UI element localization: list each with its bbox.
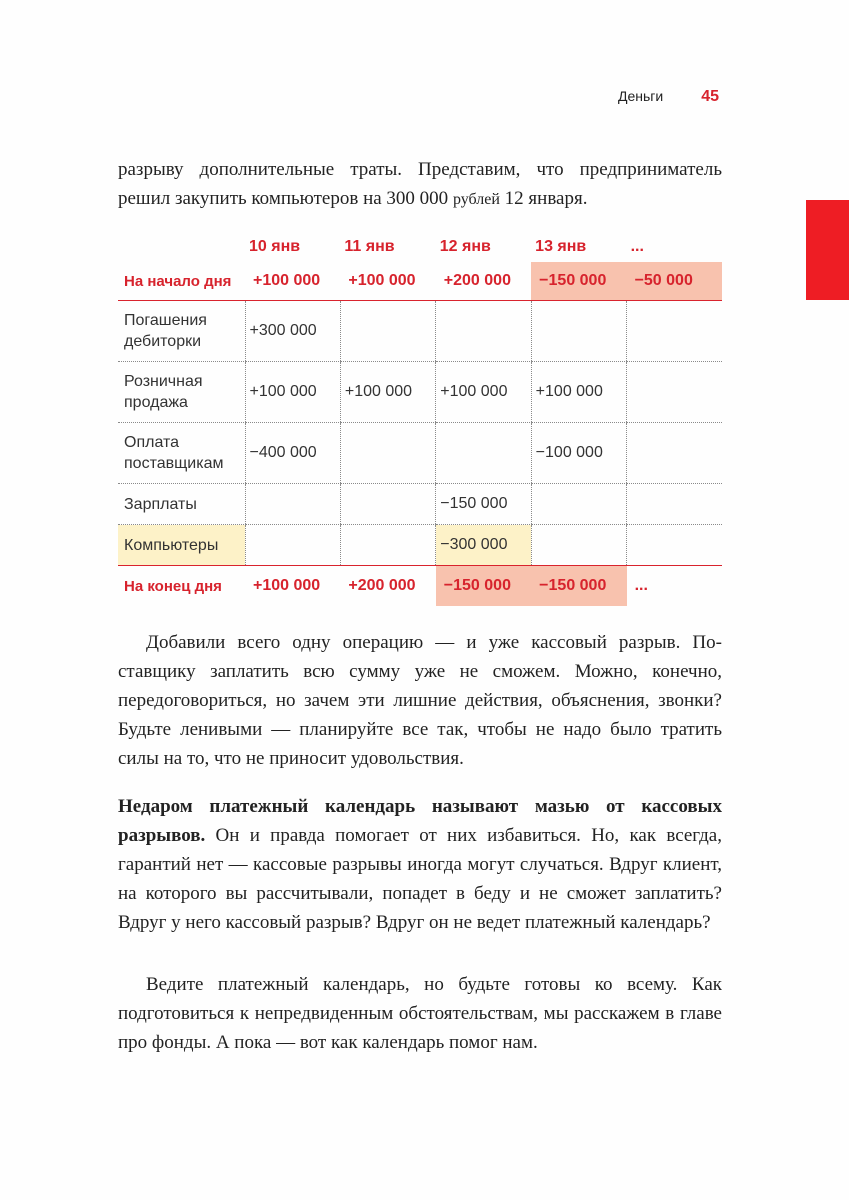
- row-label: Розничная продажа: [118, 362, 245, 423]
- start-of-day-label: На начало дня: [118, 262, 245, 301]
- cell-value: [245, 525, 340, 566]
- cell-value: [531, 301, 626, 362]
- end-of-day-label: На конец дня: [118, 566, 245, 607]
- cell-value: +100 000: [245, 362, 340, 423]
- section-title: Деньги: [617, 88, 664, 104]
- end-value: +200 000: [340, 566, 435, 607]
- cell-value: [627, 362, 722, 423]
- end-value-negative: −150 000: [436, 566, 531, 607]
- start-value: +100 000: [245, 262, 340, 301]
- start-value: +200 000: [436, 262, 531, 301]
- end-value-negative: −150 000: [531, 566, 626, 607]
- table-row: [118, 484, 722, 525]
- start-value: +100 000: [340, 262, 435, 301]
- cell-value: +300 000: [245, 301, 340, 362]
- cell-value: [436, 423, 531, 484]
- cell-value: −100 000: [531, 423, 626, 484]
- cell-value: [531, 525, 626, 566]
- cell-value: +100 000: [436, 362, 531, 423]
- end-value: ...: [627, 566, 722, 607]
- row-label: Компьютеры: [118, 525, 245, 566]
- cell-value: [627, 301, 722, 362]
- cell-value: +100 000: [531, 362, 626, 423]
- day-header: 12 янв: [439, 238, 491, 255]
- cell-value: [627, 525, 722, 566]
- start-value-negative: −50 000: [627, 262, 722, 301]
- day-header-row: [118, 232, 722, 262]
- row-label: Зарплаты: [118, 484, 245, 525]
- paragraph-cash-gap: Добавили всего одну операцию — и уже кассовый разрыв. Поставщику заплатить всю сумму уже не сможем. Можно, конечно, передоговориться, но зачем эти лишние действия, объяснения, звонки? Будьте ленивыми — планируйте все так, чтобы не надо было тратить силы на то, что не приносит удовольствия.: [118, 632, 722, 769]
- cell-value: [531, 484, 626, 525]
- end-value: +100 000: [245, 566, 340, 607]
- start-value-negative: −150 000: [531, 262, 626, 301]
- day-header: 10 янв: [249, 238, 301, 255]
- cell-value: −400 000: [245, 423, 340, 484]
- cell-value: −150 000: [436, 484, 531, 525]
- cell-value: [340, 484, 435, 525]
- table-row-highlighted: [118, 525, 722, 566]
- start-of-day-row: [118, 262, 722, 301]
- cell-value: [245, 484, 340, 525]
- paragraph-be-ready: Ведите платежный календарь, но будьте готовы ко всему. Как подготовиться к непредвиденным обстоятельствам, мы расскажем в главе про фонды. А пока — вот как календарь помог нам.: [118, 974, 722, 1053]
- table-row: [118, 362, 722, 423]
- end-of-day-row: [118, 566, 722, 607]
- day-header: 11 янв: [344, 238, 395, 255]
- page-number: 45: [701, 88, 719, 105]
- table-row: [118, 423, 722, 484]
- cell-value-highlighted: −300 000: [436, 525, 531, 566]
- table-row: [118, 301, 722, 362]
- day-header: ...: [630, 238, 644, 255]
- cell-value: [627, 484, 722, 525]
- row-label: Оплата поставщикам: [118, 423, 245, 484]
- running-header: [618, 88, 719, 106]
- payment-calendar-table: [118, 232, 722, 606]
- cell-value: [340, 525, 435, 566]
- cell-value: [340, 423, 435, 484]
- intro-paragraph: разрыву дополнительные траты. Представим, что предприниматель решил закупить компьютеров на 300 000 рублей 12 января.: [118, 159, 722, 209]
- row-label: Погашения дебиторки: [118, 301, 245, 362]
- cell-value: [436, 301, 531, 362]
- cell-value: [340, 301, 435, 362]
- chapter-tab-marker: [806, 200, 849, 300]
- cell-value: [627, 423, 722, 484]
- paragraph-calendar-ointment: Недаром платежный календарь называют мазью от кассовых разрывов. Он и правда помогает от них избавиться. Но, как всегда, гарантий нет — кассовые разрывы иногда могут случаться. Вдруг клиент, на которого вы рассчитывали, попадет в беду и не сможет заплатить? Вдруг у него кассовый разрыв? Вдруг он не ведет платежный календарь?: [118, 796, 722, 933]
- cell-value: +100 000: [340, 362, 435, 423]
- day-header: 13 янв: [535, 238, 587, 255]
